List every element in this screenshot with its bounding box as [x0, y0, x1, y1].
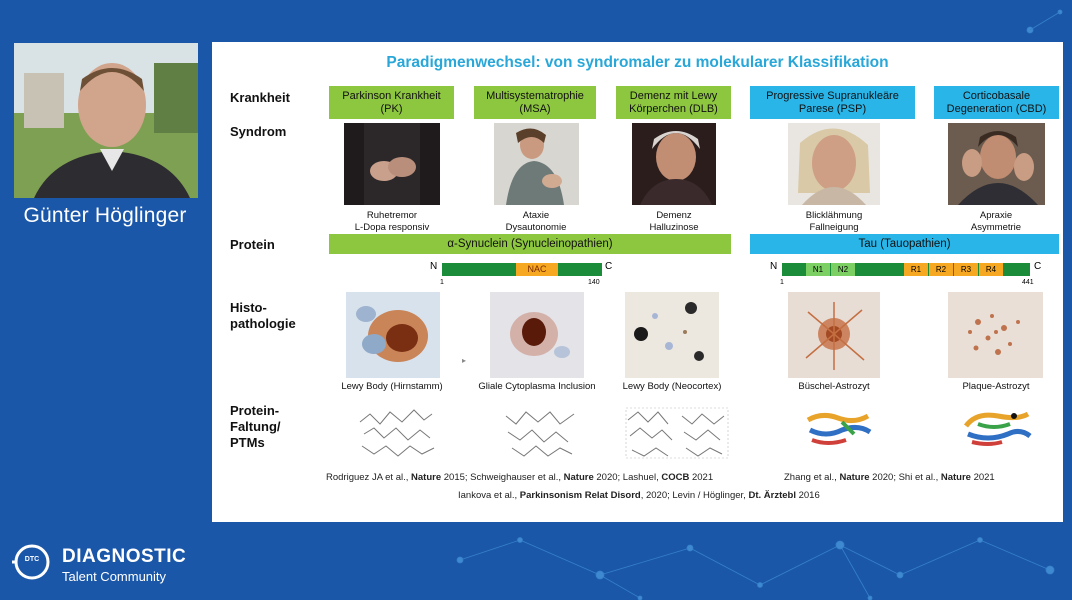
fold-structure-pk [350, 402, 440, 462]
synuclein-nac-region: NAC [516, 263, 558, 276]
slide-title: Paradigmenwechsel: von syndromaler zu molekularer Klassifikation [386, 54, 889, 71]
tau-c-terminus: C [1034, 261, 1042, 272]
histology-caption-msa: Gliale Cytoplasma Inclusion [478, 381, 596, 392]
histology-image-cbd [948, 292, 1043, 378]
syndrome-cbd-1: Apraxie [979, 210, 1013, 221]
ref-journal: Nature [940, 472, 971, 483]
ref-journal: Nature [411, 472, 442, 483]
syndrome-msa-1: Ataxie [522, 210, 550, 221]
histology-image-pk [346, 292, 440, 378]
ref-journal: Parkinsonism Relat Disord [519, 490, 641, 501]
tau-segment-r3: R3 [954, 263, 978, 276]
ref-text: 2016 [795, 490, 820, 501]
disease-cbd-line2: Degeneration (CBD) [946, 102, 1047, 115]
references-line-2 [458, 490, 820, 501]
tau-segment-r4: R4 [979, 263, 1003, 276]
row-label-fold-line2: Faltung/ [230, 419, 281, 434]
ref-text: 2021 [970, 472, 995, 483]
row-label-folding [230, 403, 281, 451]
synuclein-domain-diagram [430, 260, 620, 288]
ref-text: 2020; Lashuel, [593, 472, 662, 483]
syndrome-psp-1: Blicklähmung [805, 210, 863, 221]
histology-caption-cbd: Plaque-Astrozyt [962, 381, 1030, 392]
row-label-histo-line1: Histo- [230, 300, 267, 315]
histology-image-psp [788, 292, 880, 378]
disease-box-pk [329, 86, 454, 119]
row-label-syndrom: Syndrom [230, 124, 287, 139]
disease-pk-line2: (PK) [380, 102, 403, 115]
syndrome-photo-dlb [632, 123, 716, 205]
tau-domain-diagram [770, 260, 1046, 288]
syndrome-cbd-2: Asymmetrie [970, 222, 1022, 233]
disease-box-msa [474, 86, 596, 119]
logo-subtitle-text: Talent Community [62, 569, 167, 584]
references-line-1-right [784, 472, 995, 483]
disease-psp-line1: Progressive Supranukleäre [766, 89, 899, 102]
synuclein-n-terminus: N [430, 261, 438, 272]
disease-psp-line2: Parese (PSP) [798, 102, 867, 115]
ref-text: Iankova et al., [458, 490, 520, 501]
syndrome-caption-msa [474, 210, 598, 234]
disease-msa-line1: Multisystematrophie [486, 89, 584, 102]
ref-text: , 2020; Levin / Höglinger, [640, 490, 749, 501]
ref-text: Rodriguez JA et al., [326, 472, 412, 483]
histology-image-dlb [625, 292, 719, 378]
syndrome-msa-2: Dysautonomie [505, 222, 567, 233]
row-label-protein: Protein [230, 237, 275, 252]
references-line-1-left [326, 472, 713, 483]
logo-brand-text: DIAGNOSTIC [62, 546, 187, 567]
speaker-video-tile[interactable] [14, 43, 198, 198]
ref-journal: Nature [839, 472, 870, 483]
syndrome-photo-psp [788, 123, 880, 205]
histology-caption-dlb: Lewy Body (Neocortex) [622, 381, 722, 392]
histology-caption-pk: Lewy Body (Hirnstamm) [341, 381, 443, 392]
fold-structure-msa [498, 402, 584, 462]
ref-text: Zhang et al., [784, 472, 840, 483]
synuclein-end: 140 [588, 279, 600, 286]
syndrome-psp-2: Fallneigung [809, 222, 859, 233]
syndrome-pk-1: Ruhetremor [366, 210, 418, 221]
ref-text: 2015; Schweighauser et al., [441, 472, 564, 483]
disease-box-dlb [616, 86, 731, 119]
syndrome-photo-msa [494, 123, 579, 205]
syndrome-caption-psp [772, 210, 896, 234]
diagnostic-talent-community-logo [10, 540, 210, 590]
speaker-name: Günter Höglinger [23, 204, 187, 227]
syndrome-caption-cbd [934, 210, 1058, 234]
row-label-histo-line2: pathologie [230, 316, 296, 331]
ref-journal: Dt. Ärztebl [748, 490, 796, 501]
synuclein-start: 1 [440, 279, 444, 286]
tau-end: 441 [1022, 279, 1034, 286]
disease-box-cbd [934, 86, 1059, 119]
tau-segment-n1: N1 [806, 263, 830, 276]
presentation-slide [212, 42, 1063, 522]
logo-badge-text: DTC [24, 556, 40, 563]
disease-dlb-line1: Demenz mit Lewy [629, 89, 718, 102]
row-label-fold-line3: PTMs [230, 435, 265, 450]
row-label-fold-line1: Protein- [230, 403, 280, 418]
row-label-krankheit: Krankheit [230, 90, 290, 105]
disease-dlb-line2: Körperchen (DLB) [629, 102, 718, 115]
ref-journal: Nature [563, 472, 594, 483]
syndrome-caption-dlb [612, 210, 736, 234]
tau-start: 1 [780, 279, 784, 286]
syndrome-dlb-1: Demenz [656, 210, 692, 221]
protein-bar-tau: Tau (Tauopathien) [750, 234, 1059, 254]
disease-box-psp [750, 86, 915, 119]
synuclein-c-terminus: C [605, 261, 613, 272]
histology-caption-psp: Büschel-Astrozyt [798, 381, 870, 392]
protein-bar-synuclein: α-Synuclein (Synucleinopathien) [329, 234, 731, 254]
row-label-histo [230, 300, 296, 332]
tau-segment-r1: R1 [904, 263, 928, 276]
tau-segment-r2: R2 [929, 263, 953, 276]
histology-image-msa [490, 292, 584, 378]
syndrome-pk-2: L-Dopa responsiv [354, 222, 430, 233]
syndrome-dlb-2: Halluzinose [649, 222, 699, 233]
fold-structure-cbd [958, 406, 1036, 448]
tau-n-terminus: N [770, 261, 778, 272]
disease-cbd-line1: Corticobasale [962, 89, 1031, 102]
fold-structure-dlb [622, 402, 732, 462]
ref-journal: COCB [661, 472, 690, 483]
ref-text: 2021 [689, 472, 714, 483]
syndrome-photo-cbd [948, 123, 1045, 205]
disease-msa-line2: (MSA) [519, 102, 551, 115]
syndrome-caption-pk [330, 210, 454, 234]
fold-structure-psp [802, 408, 876, 448]
pointer-cursor-icon: ▸ [462, 356, 467, 365]
syndrome-photo-pk [344, 123, 440, 205]
ref-text: 2020; Shi et al., [869, 472, 941, 483]
speaker-portrait-image [14, 43, 198, 198]
disease-pk-line1: Parkinson Krankheit [342, 89, 441, 102]
tau-segment-n2: N2 [831, 263, 855, 276]
